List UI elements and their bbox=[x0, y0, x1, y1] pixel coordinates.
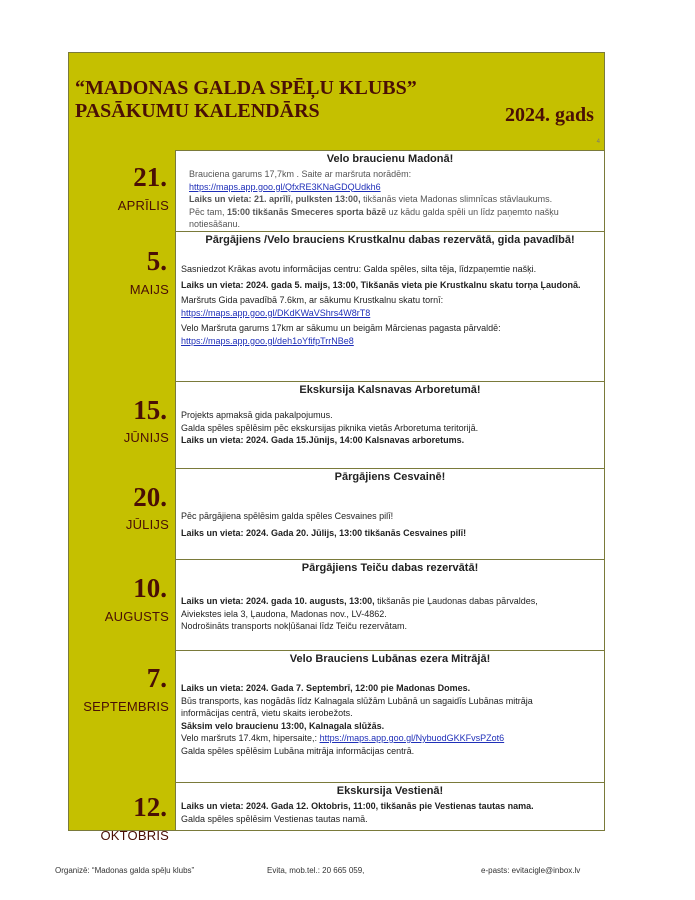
event-text: tikšanās pie Ļaudonas dabas pārvaldes, bbox=[374, 596, 538, 606]
footer-phone: Evita, mob.tel.: 20 665 059, bbox=[267, 866, 365, 875]
event-time-place: Laiks un vieta: 2024. gada 10. augusts, 13:00, bbox=[181, 596, 375, 606]
event-time-place: Laiks un vieta: 2024. Gada 7. Septembrī, 12:00 pie Madonas Domes. bbox=[181, 683, 471, 693]
date-cell bbox=[69, 650, 176, 782]
event-content bbox=[176, 381, 604, 468]
calendar-header bbox=[69, 53, 604, 151]
event-content bbox=[176, 468, 604, 559]
event-day: 5. bbox=[146, 246, 167, 276]
event-text: notiesāšanu. bbox=[189, 219, 241, 229]
event-day: 20. bbox=[133, 482, 167, 512]
event-row-may bbox=[69, 231, 604, 382]
date-cell bbox=[69, 381, 176, 468]
event-text: Galda spēles spēlēsim pēc ekskursijas piknika vietās Arboretuma teritorijā. bbox=[181, 422, 479, 433]
event-month: OKTOBRIS bbox=[100, 828, 169, 843]
event-meeting: 15:00 tikšanās Smeceres sporta bāzē bbox=[227, 206, 387, 217]
event-text: Galda spēles spēlēsim Lubāna mitrāja informācijas centrā. bbox=[181, 745, 415, 756]
event-month: APRĪLIS bbox=[117, 198, 169, 213]
event-text: Velo Maršruta garums 17km ar sākumu un beigām Mārcienas pagasta pārvaldē: bbox=[181, 323, 501, 333]
event-text: Nodrošināts transports nokļūšanai līdz Teiču rezervātam. bbox=[181, 621, 407, 631]
event-row-october bbox=[69, 782, 604, 843]
event-day: 12. bbox=[133, 792, 167, 822]
event-content bbox=[176, 650, 604, 782]
date-cell bbox=[69, 150, 176, 231]
event-text: informācijas centrā, vietu skaits ierobežots. bbox=[181, 708, 353, 718]
event-time-place: Laiks un vieta: 2024. Gada 15.Jūnijs, 14:00 Kalsnavas arboretums. bbox=[181, 435, 465, 445]
event-content bbox=[176, 559, 604, 650]
event-month: MAIJS bbox=[129, 282, 169, 297]
year-label: 2024. gads bbox=[505, 104, 594, 126]
event-text: Galda spēles spēlēsim Vestienas tautas namā. bbox=[181, 813, 368, 824]
date-cell bbox=[69, 231, 176, 381]
event-month: SEPTEMBRIS bbox=[83, 699, 169, 714]
event-text: Būs transports, kas nogādās līdz Kalnagala slūžām Lubānā un sagaidīs Lubānas mitrāja bbox=[181, 695, 533, 706]
event-row-june bbox=[69, 381, 604, 469]
footer-email[interactable]: e-pasts: evitacigle@inbox.lv bbox=[481, 866, 581, 875]
event-title: Pārgājiens Teiču dabas rezervātā! bbox=[301, 562, 479, 574]
event-text: Velo maršruts 17.4km, hipersaite,: bbox=[181, 733, 320, 743]
event-start: Sāksim velo braucienu 13:00, Kalnagala slūžās. bbox=[181, 720, 385, 731]
event-content bbox=[176, 231, 604, 381]
event-text: Projekts apmaksā gida pakalpojumus. bbox=[181, 410, 333, 420]
event-content bbox=[176, 782, 604, 830]
event-day: 7. bbox=[146, 663, 167, 693]
route-link[interactable]: https://maps.app.goo.gl/NybuodGKKFvsPZot6 bbox=[319, 733, 505, 743]
event-row-april bbox=[69, 150, 604, 232]
event-time-place: Laiks un vieta: 2024. Gada 20. Jūlijs, 13:00 tikšanās Cesvaines pilī! bbox=[181, 527, 467, 538]
event-row-august bbox=[69, 559, 604, 651]
date-cell bbox=[69, 559, 176, 650]
page-number: 4 bbox=[596, 139, 600, 145]
title-line-1: “MADONAS GALDA SPĒĻU KLUBS” bbox=[75, 77, 417, 99]
event-title: Pārgājiens Cesvainē! bbox=[334, 471, 446, 483]
event-title: Pārgājiens /Velo brauciens Krustkalnu dabas rezervātā, gida pavadībā! bbox=[205, 234, 575, 246]
event-month: JŪNIJS bbox=[123, 430, 169, 445]
event-text: Sasniedzot Krākas avotu informācijas centru: Galda spēles, silta tēja, līdzpaņemtie našķi. bbox=[181, 264, 537, 274]
event-content bbox=[176, 150, 604, 231]
event-text: Maršruts Gida pavadībā 7.6km, ar sākumu Krustkalnu skatu tornī: bbox=[181, 295, 444, 305]
event-text: tikšanās vieta Madonas slimnīcas stāvlaukums. bbox=[360, 194, 553, 204]
event-text: Pēc tam, bbox=[189, 206, 228, 217]
route-link[interactable]: https://maps.app.goo.gl/deh1oYfifpTrrNBe8 bbox=[181, 335, 354, 346]
route-link[interactable]: https://maps.app.goo.gl/QfxRE3KNaGDQUdkh6 bbox=[189, 181, 381, 192]
event-title: Ekskursija Kalsnavas Arboretumā! bbox=[299, 384, 481, 396]
event-text: uz kādu galda spēli un līdz paņemto našķu bbox=[386, 206, 559, 217]
date-cell bbox=[69, 782, 176, 843]
event-text: Brauciena garums 17,7km . Saite ar maršruta norādēm: bbox=[189, 169, 412, 179]
event-day: 15. bbox=[133, 395, 167, 425]
event-time-place: Laiks un vieta: 21. aprīlī, pulksten 13:00, bbox=[189, 194, 361, 204]
event-title: Velo Brauciens Lubānas ezera Mitrājā! bbox=[289, 653, 491, 665]
event-address: Aiviekstes iela 3, Ļaudona, Madonas nov., LV-4862. bbox=[181, 608, 387, 619]
footer-organizer: Organizē: “Madonas galda spēļu klubs” bbox=[55, 866, 195, 875]
event-time-place: Laiks un vieta: 2024. Gada 12. Oktobris, 11:00, tikšanās pie Vestienas tautas nama. bbox=[181, 801, 534, 811]
route-link[interactable]: https://maps.app.goo.gl/DKdKWaVShrs4W8rT8 bbox=[181, 307, 371, 318]
event-time-place: Laiks un vieta: 2024. gada 5. maijs, 13:00, Tikšanās vieta pie Krustkalnu skatu torņa Ļaudonā. bbox=[181, 279, 581, 290]
event-day: 10. bbox=[133, 573, 167, 603]
title-line-2: PASĀKUMU KALENDĀRS bbox=[75, 100, 320, 122]
event-day: 21. bbox=[133, 162, 167, 192]
event-title: Ekskursija Vestienā! bbox=[336, 785, 444, 797]
event-row-july bbox=[69, 468, 604, 560]
date-cell bbox=[69, 468, 176, 559]
event-month: AUGUSTS bbox=[104, 609, 169, 624]
calendar-frame bbox=[68, 52, 605, 843]
event-text: Pēc pārgājiena spēlēsim galda spēles Cesvaines pilī! bbox=[181, 511, 394, 521]
event-title: Velo braucienu Madonā! bbox=[326, 153, 454, 165]
event-row-september bbox=[69, 650, 604, 783]
event-month: JŪLIJS bbox=[125, 517, 169, 532]
